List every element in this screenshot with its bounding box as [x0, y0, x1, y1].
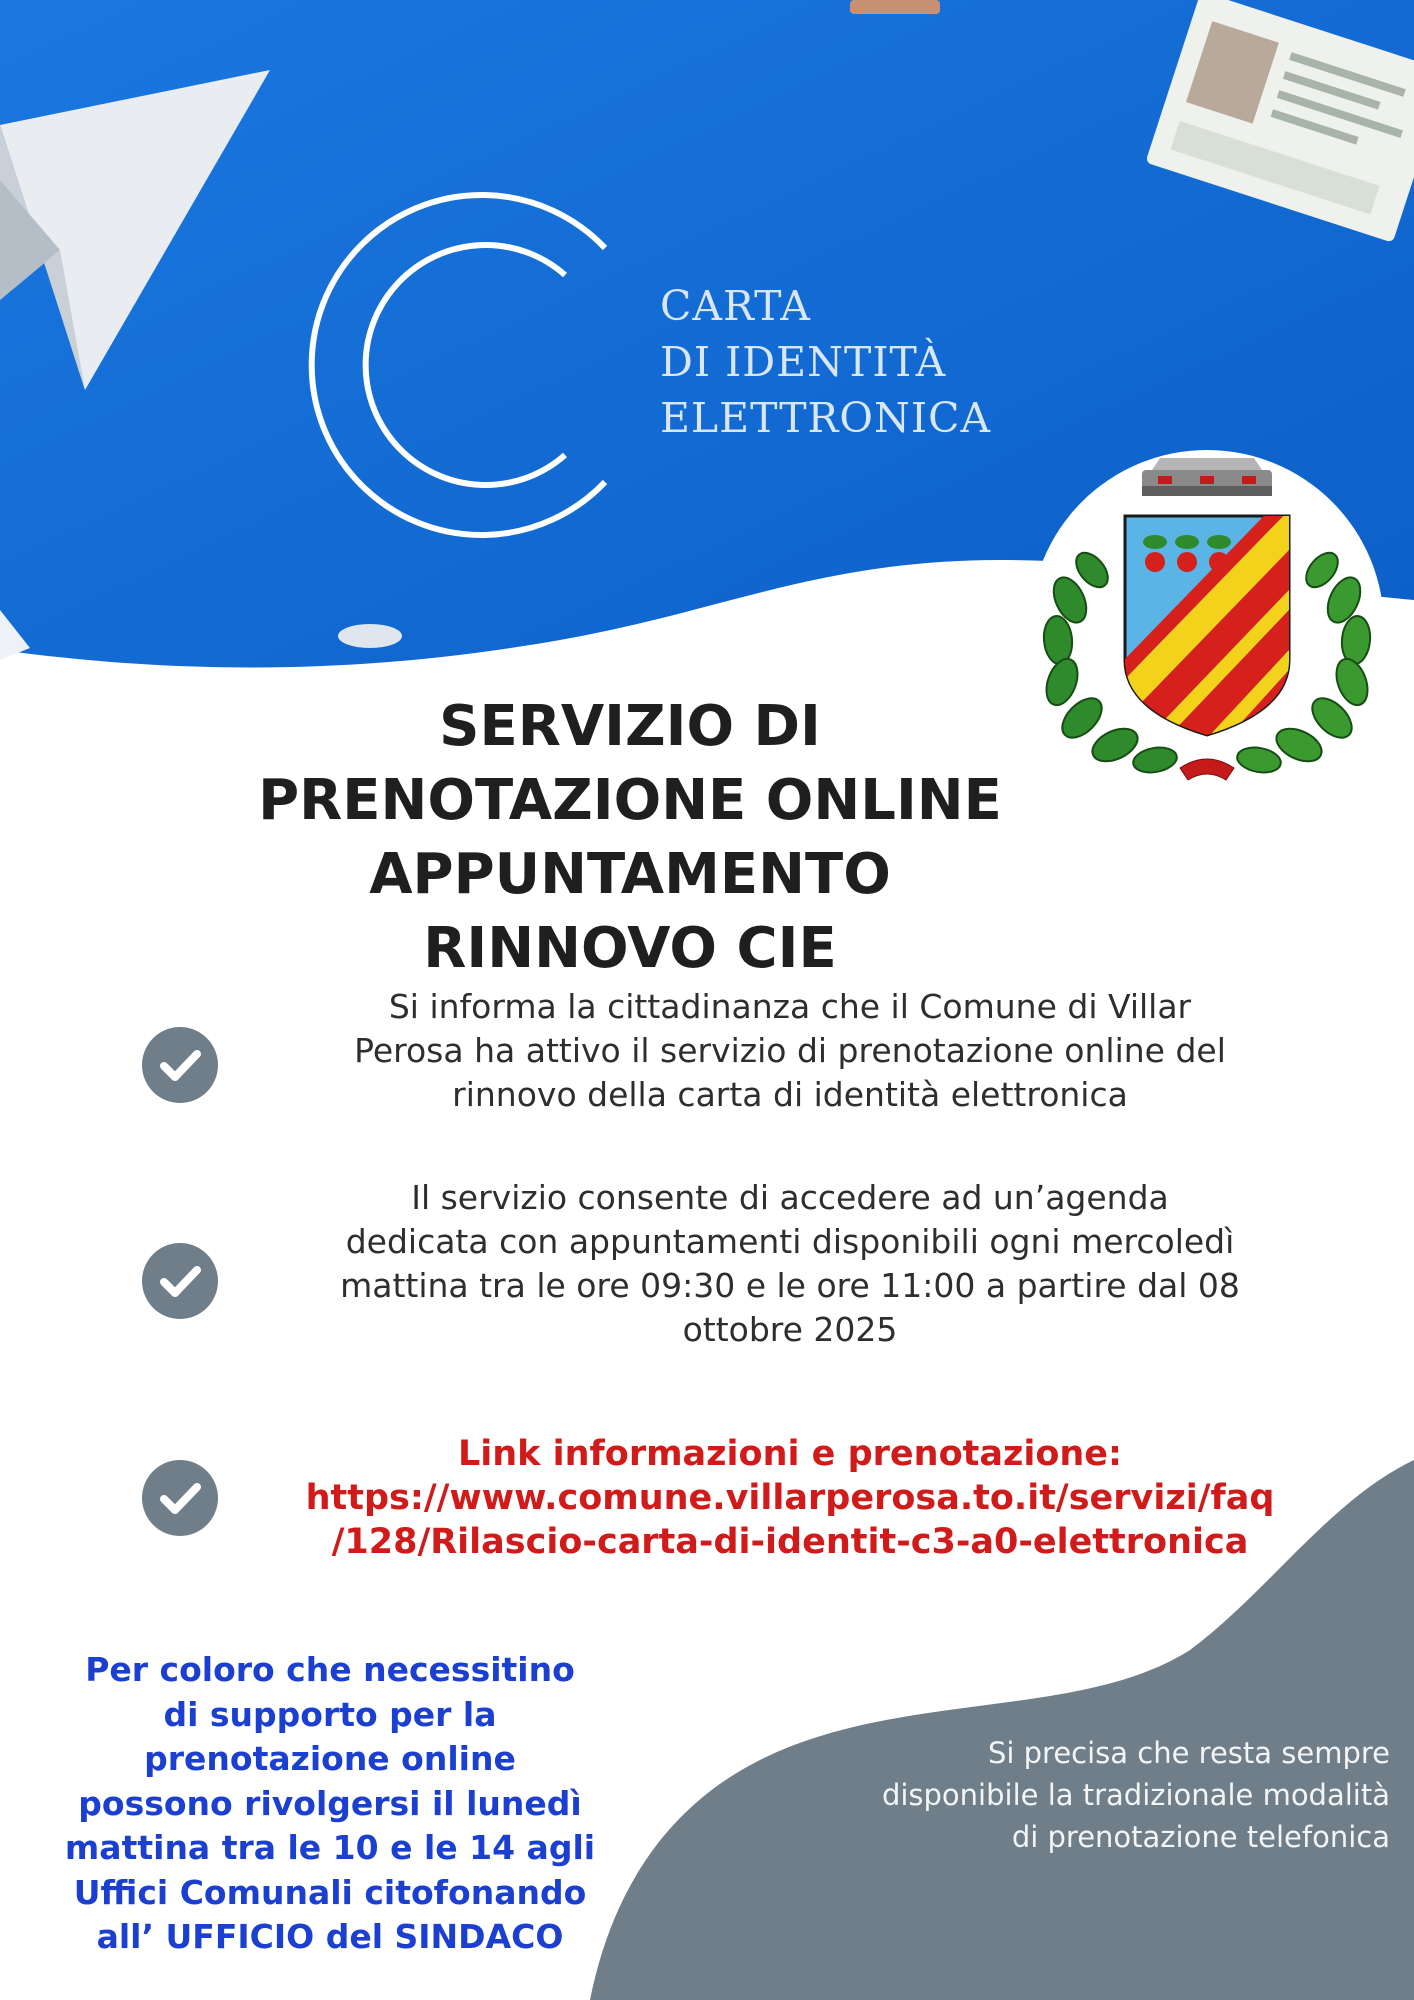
support-line: all’ UFFICIO del SINDACO: [96, 1917, 564, 1956]
title-line: RINNOVO CIE: [423, 916, 837, 981]
paragraph-line: Il servizio consente di accedere ad un’agenda: [411, 1178, 1169, 1217]
phone-booking-note: [780, 1732, 1390, 1858]
service-paragraph: [270, 1176, 1310, 1352]
info-paragraph: [270, 985, 1310, 1117]
note-line: di prenotazione telefonica: [1011, 1820, 1390, 1854]
check-circle-icon: [142, 1460, 218, 1536]
paragraph-line: dedicata con appuntamenti disponibili ogni mercoledì: [345, 1222, 1235, 1261]
support-line: di supporto per la: [163, 1694, 497, 1734]
check-circle-icon: [142, 1027, 218, 1103]
paragraph-line: Perosa ha attivo il servizio di prenotazione online del: [354, 1031, 1226, 1070]
booking-link-block: [270, 1432, 1310, 1564]
title-line: SERVIZIO DI: [439, 694, 821, 759]
booking-link[interactable]: /128/Rilascio-carta-di-identit-c3-a0-elettronica: [331, 1522, 1249, 1562]
apples-icon: [1143, 535, 1231, 572]
title-line: PRENOTAZIONE ONLINE: [258, 768, 1002, 833]
note-line: disponibile la tradizionale modalità: [881, 1778, 1390, 1812]
crown-icon: [1142, 458, 1272, 496]
white-shape-center: [338, 624, 402, 648]
support-line: Per coloro che necessitino: [85, 1650, 575, 1689]
booking-link[interactable]: https://www.comune.villarperosa.to.it/servizi/faq: [305, 1478, 1275, 1518]
card-corner-illustration: [850, 0, 940, 14]
logo-line: DI IDENTITÀ: [660, 338, 947, 386]
support-line: prenotazione online: [144, 1739, 516, 1778]
paragraph-line: rinnovo della carta di identità elettronica: [452, 1075, 1128, 1114]
support-line: Uffici Comunali citofonando: [73, 1872, 587, 1912]
page-title: [170, 690, 1090, 986]
title-line: APPUNTAMENTO: [369, 842, 891, 907]
support-line: mattina tra le 10 e le 14 agli: [64, 1828, 596, 1867]
logo-line: ELETTRONICA: [660, 394, 992, 442]
note-line: Si precisa che resta sempre: [987, 1736, 1390, 1770]
logo-line: CARTA: [660, 282, 811, 330]
link-label: Link informazioni e prenotazione:: [457, 1434, 1123, 1474]
paragraph-line: Si informa la cittadinanza che il Comune di Villar: [388, 987, 1192, 1026]
support-line: possono rivolgersi il lunedì: [78, 1783, 582, 1823]
cie-logo-text: [660, 278, 991, 446]
paragraph-line: ottobre 2025: [682, 1310, 898, 1349]
support-notice: [40, 1648, 620, 1960]
check-circle-icon: [142, 1243, 218, 1319]
paragraph-line: mattina tra le ore 09:30 e le ore 11:00 a partire dal 08: [340, 1266, 1240, 1305]
